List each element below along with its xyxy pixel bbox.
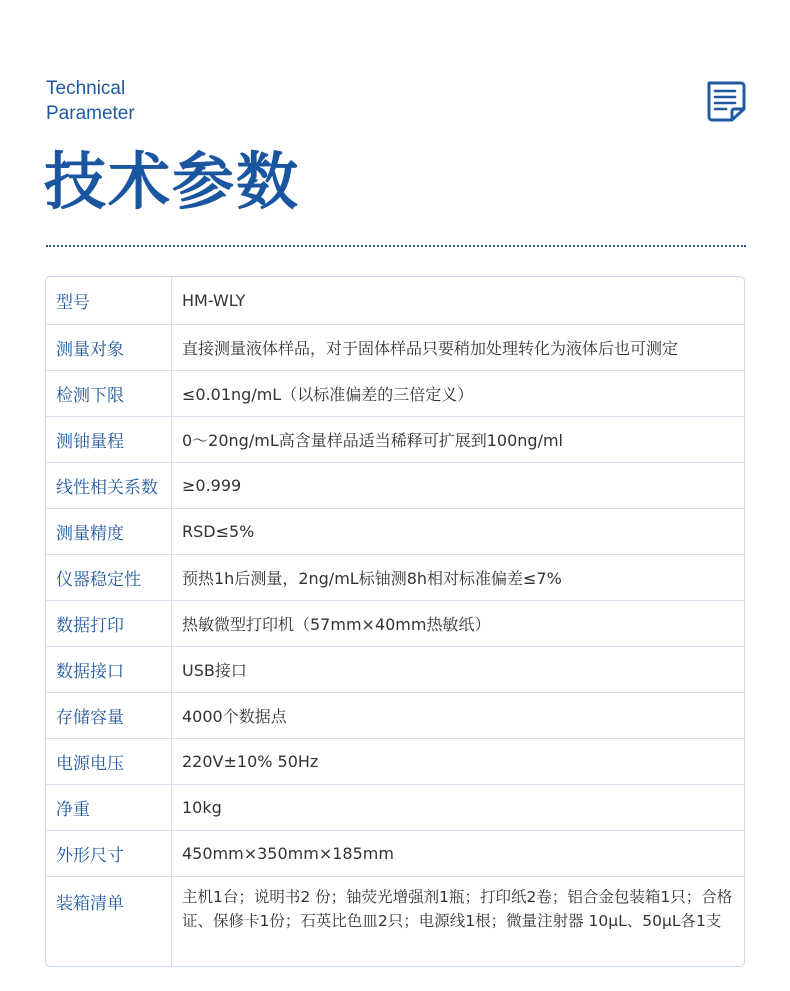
table-row bbox=[46, 554, 744, 600]
spec-label: 测量对象 bbox=[46, 325, 172, 370]
table-row bbox=[46, 692, 744, 738]
spec-value: ≤0.01ng/mL（以标准偏差的三倍定义） bbox=[182, 385, 474, 404]
spec-label: 线性相关系数 bbox=[46, 463, 172, 508]
table-row bbox=[46, 508, 744, 554]
spec-value: 0～20ng/mL高含量样品适当稀释可扩展到100ng/ml bbox=[182, 431, 563, 450]
spec-value: 主机1台；说明书2 份；铀荧光增强剂1瓶；打印纸2卷；铝合金包装箱1只；合格证、保修卡1份；石英比色皿2只；电源线1根；微量注射器 10μL、50μL各1支 bbox=[182, 888, 733, 930]
spec-label: 数据接口 bbox=[46, 647, 172, 692]
spec-label: 检测下限 bbox=[46, 371, 172, 416]
spec-value: 10kg bbox=[182, 798, 222, 817]
table-row bbox=[46, 646, 744, 692]
spec-label: 净重 bbox=[46, 785, 172, 830]
section-subtitle bbox=[46, 76, 135, 126]
table-row bbox=[46, 324, 744, 370]
spec-value: 220V±10% 50Hz bbox=[182, 752, 319, 771]
table-row bbox=[46, 462, 744, 508]
table-row bbox=[46, 370, 744, 416]
spec-value: ≥0.999 bbox=[182, 476, 242, 495]
subtitle-line-1: Technical bbox=[46, 78, 126, 99]
spec-value: 预热1h后测量，2ng/mL标铀测8h相对标准偏差≤7% bbox=[182, 569, 562, 588]
spec-value: 热敏微型打印机（57mm×40mm热敏纸） bbox=[182, 615, 491, 634]
table-row bbox=[46, 277, 744, 324]
spec-label: 装箱清单 bbox=[46, 877, 172, 966]
subtitle-line-2: Parameter bbox=[46, 103, 135, 124]
document-icon bbox=[704, 79, 746, 123]
table-row bbox=[46, 876, 744, 966]
spec-label: 仪器稳定性 bbox=[46, 555, 172, 600]
table-row bbox=[46, 830, 744, 876]
spec-table bbox=[45, 276, 745, 967]
title-divider bbox=[46, 245, 746, 247]
spec-label: 型号 bbox=[46, 277, 172, 324]
spec-value: RSD≤5% bbox=[182, 522, 255, 541]
spec-label: 测铀量程 bbox=[46, 417, 172, 462]
spec-value: 450mm×350mm×185mm bbox=[182, 844, 394, 863]
spec-label: 外形尺寸 bbox=[46, 831, 172, 876]
table-row bbox=[46, 600, 744, 646]
spec-value: USB接口 bbox=[182, 661, 247, 680]
table-row bbox=[46, 784, 744, 830]
spec-value: 4000个数据点 bbox=[182, 707, 287, 726]
page-title: 技术参数 bbox=[44, 145, 301, 218]
table-row bbox=[46, 738, 744, 784]
spec-value: 直接测量液体样品，对于固体样品只要稍加处理转化为液体后也可测定 bbox=[182, 339, 679, 358]
spec-label: 测量精度 bbox=[46, 509, 172, 554]
spec-label: 数据打印 bbox=[46, 601, 172, 646]
spec-label: 电源电压 bbox=[46, 739, 172, 784]
spec-value: HM-WLY bbox=[182, 291, 246, 310]
spec-label: 存储容量 bbox=[46, 693, 172, 738]
table-row bbox=[46, 416, 744, 462]
